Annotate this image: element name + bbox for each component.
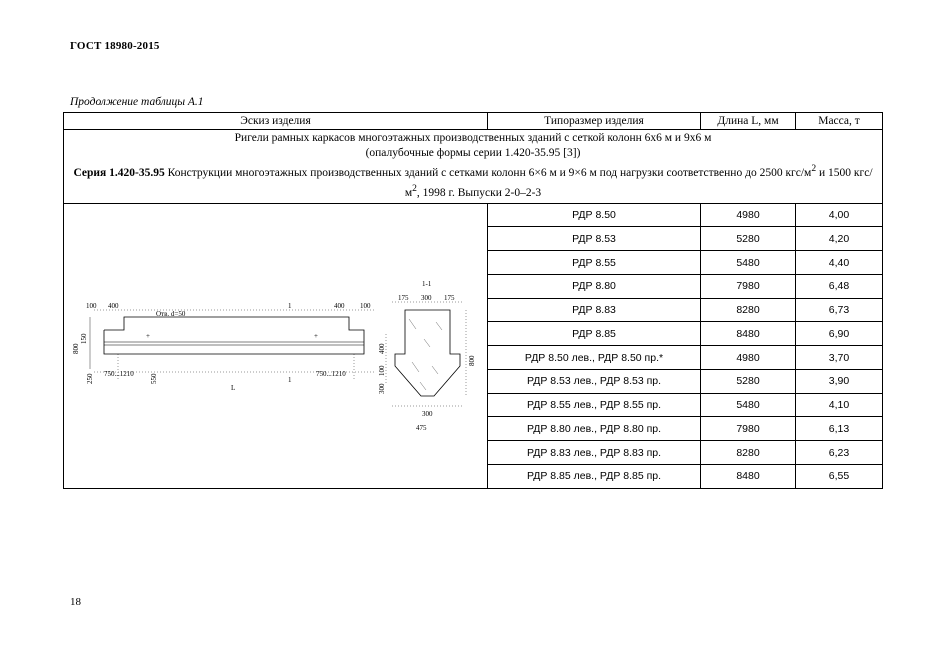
series-label: Серия 1.420-35.95 xyxy=(73,166,165,179)
column-header-length: Длина L, мм xyxy=(701,113,796,130)
dim-300-top: 300 xyxy=(421,293,432,302)
row-mass: 6,90 xyxy=(796,322,883,346)
dim-800-left: 800 xyxy=(72,343,80,354)
row-mass: 6,23 xyxy=(796,441,883,465)
row-name: РДР 8.83 xyxy=(488,298,701,322)
section-mark-bottom: 1 xyxy=(288,375,292,384)
row-mass: 6,48 xyxy=(796,274,883,298)
column-header-mass: Масса, т xyxy=(796,113,883,130)
row-length: 4980 xyxy=(701,203,796,227)
section-mark-top: 1 xyxy=(288,301,292,310)
series-text-c: , 1998 г. Выпуски 2-0–2-3 xyxy=(416,186,542,199)
dim-150-left: 150 xyxy=(80,333,88,344)
beam-outline xyxy=(104,317,364,354)
dim-300-section: 300 xyxy=(378,383,386,394)
sketch-cell xyxy=(64,203,488,488)
table-caption: Продолжение таблицы А.1 xyxy=(70,96,204,108)
dim-175-left: 175 xyxy=(398,293,409,302)
row-name: РДР 8.55 xyxy=(488,251,701,275)
row-length: 5480 xyxy=(701,251,796,275)
dim-100-left: 100 xyxy=(86,301,97,310)
row-name: РДР 8.83 лев., РДР 8.83 пр. xyxy=(488,441,701,465)
row-name: РДР 8.85 xyxy=(488,322,701,346)
row-mass: 4,00 xyxy=(796,203,883,227)
dim-550: 550 xyxy=(150,373,158,384)
row-length: 8480 xyxy=(701,464,796,488)
group-title-line2: (опалубочные формы серии 1.420-35.95 [3]) xyxy=(365,147,581,159)
row-mass: 4,10 xyxy=(796,393,883,417)
dim-100-section: 100 xyxy=(378,365,386,376)
row-name: РДР 8.53 лев., РДР 8.53 пр. xyxy=(488,369,701,393)
dim-400-left: 400 xyxy=(108,301,119,310)
section-outline xyxy=(395,310,460,396)
dim-475: 475 xyxy=(416,423,427,432)
dim-300-bottom: 300 xyxy=(422,409,433,418)
row-length: 5480 xyxy=(701,393,796,417)
products-table xyxy=(63,112,883,489)
dim-100-right: 100 xyxy=(360,301,371,310)
row-mass: 6,55 xyxy=(796,464,883,488)
group-title-cell xyxy=(64,130,883,204)
page-number: 18 xyxy=(70,596,81,608)
series-sup-1: 2 xyxy=(811,163,817,174)
row-length: 7980 xyxy=(701,417,796,441)
dim-175-right: 175 xyxy=(444,293,455,302)
dim-400-section: 400 xyxy=(378,343,386,354)
dim-400-right: 400 xyxy=(334,301,345,310)
row-mass: 6,13 xyxy=(796,417,883,441)
plus-mark-1: + xyxy=(146,331,150,340)
row-length: 5280 xyxy=(701,369,796,393)
series-text-b: и 1500 кгс/м xyxy=(404,166,873,199)
row-length: 8280 xyxy=(701,298,796,322)
series-sup-2: 2 xyxy=(412,182,417,194)
row-length: 8280 xyxy=(701,441,796,465)
row-name: РДР 8.50 xyxy=(488,203,701,227)
row-name: РДР 8.50 лев., РДР 8.50 пр.* xyxy=(488,346,701,370)
row-length: 5280 xyxy=(701,227,796,251)
row-name: РДР 8.53 xyxy=(488,227,701,251)
row-mass: 3,90 xyxy=(796,369,883,393)
group-title-row xyxy=(64,130,883,204)
dim-800-section: 800 xyxy=(468,355,476,366)
column-header-type: Типоразмер изделия xyxy=(488,113,701,130)
row-mass: 3,70 xyxy=(796,346,883,370)
plus-mark-2: + xyxy=(314,331,318,340)
row-length: 4980 xyxy=(701,346,796,370)
row-name: РДР 8.85 лев., РДР 8.85 пр. xyxy=(488,464,701,488)
row-mass: 4,40 xyxy=(796,251,883,275)
row-name: РДР 8.80 лев., РДР 8.80 пр. xyxy=(488,417,701,441)
series-description xyxy=(70,161,876,201)
rigel-sketch xyxy=(64,204,488,488)
series-text-a: Конструкции многоэтажных производственных зданий с сетками колонн 6×6 м и 9×6 м под нагрузки соответственно до 2500 кгс/м xyxy=(164,166,812,179)
row-name: РДР 8.80 xyxy=(488,274,701,298)
dim-250-left: 250 xyxy=(86,373,94,384)
group-title-line1: Ригели рамных каркасов многоэтажных производственных зданий с сеткой колонн 6х6 м и 9х6 м xyxy=(234,132,712,144)
document-header: ГОСТ 18980-2015 xyxy=(70,40,160,52)
section-label: 1-1 xyxy=(422,279,432,288)
table-row xyxy=(64,203,883,227)
table-header-row xyxy=(64,113,883,130)
column-header-sketch: Эскиз изделия xyxy=(64,113,488,130)
row-mass: 6,73 xyxy=(796,298,883,322)
row-name: РДР 8.55 лев., РДР 8.55 пр. xyxy=(488,393,701,417)
row-mass: 4,20 xyxy=(796,227,883,251)
hole-label: Отв. d=50 xyxy=(156,309,186,318)
row-length: 8480 xyxy=(701,322,796,346)
dim-span-left: 750...1210 xyxy=(104,369,134,378)
dim-span-right: 750...1210 xyxy=(316,369,346,378)
row-length: 7980 xyxy=(701,274,796,298)
length-label: L xyxy=(231,383,236,392)
